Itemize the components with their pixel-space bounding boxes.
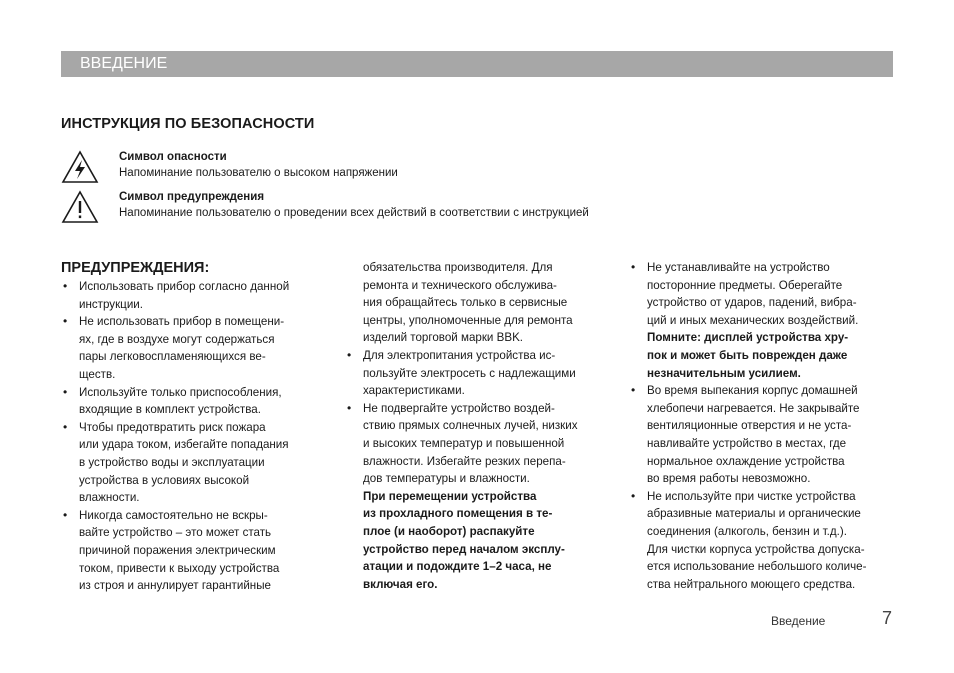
section-header-title: ВВЕДЕНИЕ	[80, 55, 168, 72]
danger-symbol-name: Символ опасности	[119, 151, 227, 163]
warning-item: • Не используйте при чистке устройства абразивные материалы и органические соединения (алкоголь, бензин и т.д.). Для чистки корпуса устройства допуска- ется использование небольшого количе- ства нейтрального моющего средства.	[629, 488, 899, 594]
warning-symbol-name: Символ предупреждения	[119, 191, 265, 203]
warning-item: • Не устанавливайте на устройство посторонние предметы. Оберегайте устройство от ударов, падений, вибра- ций и иных механических воздействий. Помните: дисплей устройства хру- пок и может быть поврежден даже незначительным усилием.	[629, 259, 899, 382]
warning-item: • Чтобы предотвратить риск пожара или удара током, избегайте попадания в устройство воды и эксплуатации устройства в условиях высокой влажности.	[61, 419, 331, 507]
warning-emphasis: пок и может быть поврежден даже	[647, 348, 848, 362]
warning-item: • Во время выпекания корпус домашней хлебопечи нагревается. Не закрывайте вентиляционные отверстия и не уста- навливайте устройство в местах, где нормальное охлаждение устройства во время работы невозможно.	[629, 382, 899, 488]
warning-continuation: обязательства производителя. Для ремонта и технического обслужива- ния обращайтесь только в сервисные центры, уполномоченные для ремонта изделий торговой марки BBK.	[363, 261, 573, 345]
warning-emphasis: атации и подождите 1–2 часа, не	[363, 560, 552, 574]
warning-item: • Не подвергайте устройство воздей- ствию прямых солнечных лучей, низких и высоких температур и повышенной влажности. Избегайте резких перепа- дов температуры и влажности. При перемещении устройства из прохладного помещения в те- плое (и наоборот) распакуйте устройство перед началом эксплу- атации и подождите 1–2 часа, не включая его.	[345, 400, 615, 594]
warnings-column-1	[61, 258, 331, 595]
lightning-triangle-icon	[61, 150, 99, 184]
warning-item: • Для электропитания устройства ис- пользуйте электросеть с надлежащими характеристиками.	[345, 347, 615, 400]
warning-item: • Используйте только приспособления, входящие в комплект устройства.	[61, 384, 331, 419]
warning-emphasis: из прохладного помещения в те-	[363, 507, 553, 521]
safety-title: ИНСТРУКЦИЯ ПО БЕЗОПАСНОСТИ	[61, 116, 315, 132]
warning-emphasis: устройство перед началом эксплу-	[363, 542, 565, 556]
exclamation-triangle-icon	[61, 190, 99, 224]
warning-symbol-desc: Напоминание пользователю о проведении всех действий в соответствии с инструкцией	[119, 207, 589, 219]
warning-emphasis: незначительным усилием.	[647, 366, 801, 380]
warnings-title: ПРЕДУПРЕЖДЕНИЯ:	[61, 260, 210, 276]
warning-item: • Использовать прибор согласно данной инструкции.	[61, 278, 331, 313]
warning-item: • Никогда самостоятельно не вскры- вайте устройство – это может стать причиной поражения электрическим током, привести к выходу устройства из строя и аннулирует гарантийные	[61, 507, 331, 595]
warning-emphasis: При перемещении устройства	[363, 489, 537, 503]
danger-symbol-desc: Напоминание пользователю о высоком напряжении	[119, 167, 398, 179]
warning-item: • Не использовать прибор в помещени- ях, где в воздухе могут содержаться пары легковоспламеняющихся ве- ществ.	[61, 313, 331, 383]
warnings-column-2	[345, 259, 615, 593]
warning-emphasis: плое (и наоборот) распакуйте	[363, 524, 535, 538]
warnings-column-3	[629, 259, 899, 593]
warning-emphasis: включая его.	[363, 577, 438, 591]
warning-emphasis: Помните: дисплей устройства хру-	[647, 331, 849, 345]
page-number: 7	[882, 608, 893, 628]
section-header-bar	[61, 51, 893, 77]
footer-section-label: Введение	[771, 614, 826, 628]
